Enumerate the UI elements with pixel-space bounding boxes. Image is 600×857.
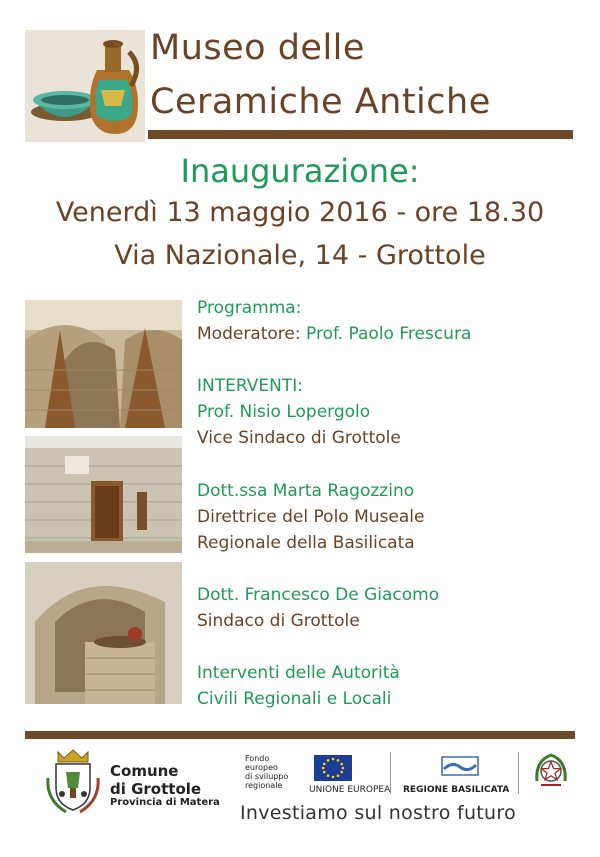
ceramic-vases-photo [25,30,145,142]
fund-line1: Fondo [245,754,270,763]
regione-basilicata-logo [440,755,480,777]
comune-name-line2: di Grottole [110,780,202,798]
speaker-name: Dott. Francesco De Giacomo [197,585,440,605]
speaker-role: Direttrice del Polo Museale [197,507,425,527]
inauguration-heading: Inaugurazione: [180,152,420,190]
closing-line2: Civili Regionali e Locali [197,689,392,709]
fund-line3: di sviluppo [245,772,289,781]
museum-title-line1: Museo delle [150,28,365,68]
footer-divider [25,731,575,739]
comune-province: Provincia di Matera [110,797,220,808]
closing-line1: Interventi delle Autorità [197,663,400,683]
museum-title-line2: Ceramiche Antiche [150,82,491,122]
speaker-name: Prof. Nisio Lopergolo [197,402,371,422]
cave-oven-photo [25,562,182,704]
stone-building-door-photo [25,436,182,553]
footer-slogan: Investiamo sul nostro futuro [240,802,516,824]
fund-line4: regionale [245,781,283,790]
comune-crest-icon [44,748,102,818]
italian-republic-emblem [533,751,569,791]
comune-name-line1: Comune [110,762,179,780]
footer-separator [390,752,391,794]
eu-flag-icon [314,755,352,781]
moderator-label: Moderatore: [197,324,301,344]
speaker-role: Sindaco di Grottole [197,611,360,631]
moderator-name: Prof. Paolo Frescura [306,324,472,344]
event-address: Via Nazionale, 14 - Grottole [114,240,486,271]
program-label: Programma: [197,298,302,318]
speaker-role-line2: Regionale della Basilicata [197,533,415,553]
speaker-role: Vice Sindaco di Grottole [197,428,401,448]
eu-label: UNIONE EUROPEA [309,785,391,795]
regione-label: REGIONE BASILICATA [403,785,510,795]
speaker-name: Dott.ssa Marta Ragozzino [197,481,415,501]
stone-kiln-photo [25,300,182,428]
event-date-time: Venerdì 13 maggio 2016 - ore 18.30 [55,197,545,228]
moderator-line [197,324,471,344]
title-divider [148,130,573,139]
fund-line2: europeo [245,763,278,772]
speakers-heading: INTERVENTI: [197,376,303,396]
footer-separator [518,752,519,794]
